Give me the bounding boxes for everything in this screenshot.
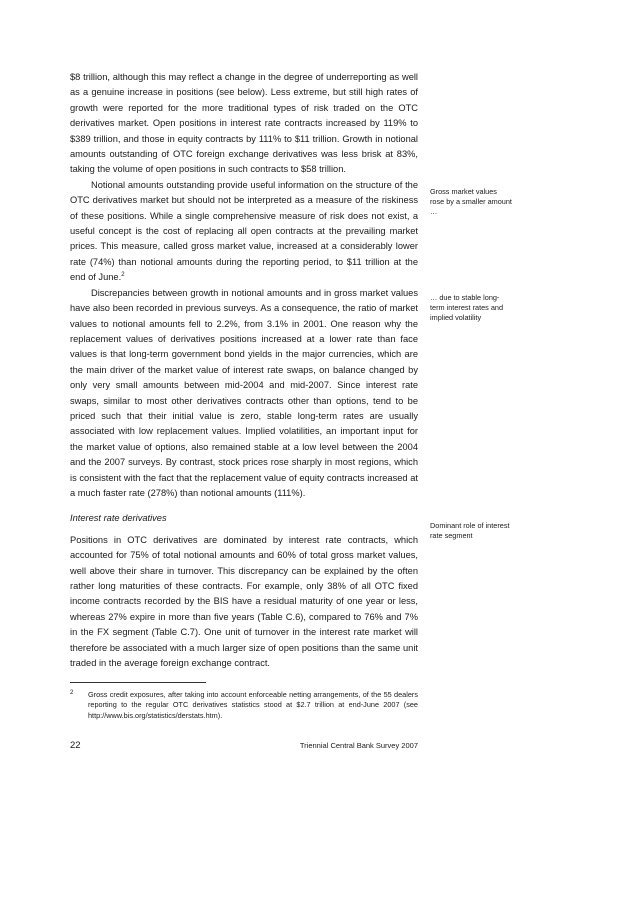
running-title: Triennial Central Bank Survey 2007 [299,741,418,750]
paragraph-2 [70,178,418,286]
section-heading: Interest rate derivatives [70,513,167,524]
paragraph-2-text: Notional amounts outstanding provide useful information on the structure of the OTC derivatives market but should not be interpreted as a measure of the riskiness of these positions. While a single comprehensive measure of risk does not exist, a useful concept is the cost of replacing all open contracts at the prevailing market prices. This measure, called gross market value, increased at a considerably lower rate (74%) than notional amounts during the reporting period, to $11 trillion at the end of June. [70,179,418,283]
paragraph-1: $8 trillion, although this may reflect a change in the degree of underreporting as well as a genuine increase in positions (see below). Less extreme, but still high rates of growth were reported for the more traditional types of risk traded on the OTC derivatives market. Open positions in interest rate contracts increased by 119% to $389 trillion, and those in equity contracts by 111% to $11 trillion. Growth in notional amounts outstanding of OTC foreign exchange derivatives was less brisk at 83%, taking the volume of open positions in such contracts to $58 trillion. [70,72,418,175]
page-number: 22 [70,740,81,751]
footnote-text: Gross credit exposures, after taking into account enforceable netting arrangements, of the 55 dealers reporting to the regular OTC derivatives statistics stood at $2.7 trillion at end-June 2007 (see http://www.bis.org/statistics/derstats.htm). [88,690,418,720]
margin-note-dominant-role: Dominant role of interest rate segment [430,521,510,540]
footnote [70,690,418,721]
footnote-separator [70,682,206,683]
main-text-column [70,70,418,671]
footnote-ref-2[interactable]: 2 [121,272,125,279]
margin-note-stable-rates: … due to stable long-term interest rates and implied volatility [430,293,504,322]
paragraph-3: Discrepancies between growth in notional amounts and in gross market values have also been recorded in previous surveys. As a consequence, the ratio of market values to notional amounts fell to 2.2%, from 3.1% in 2001. One reason why the replacement values of derivatives positions increased at a lower rate than face values is that long-term government bond yields in the major currencies, which are the main driver of the market value of interest rate swaps, on balance changed by only very small amounts between mid-2004 and mid-2007. Since interest rate swaps, similar to most other derivatives contracts other than options, tend to be priced such that their initial value is zero, stable long-term rates are usually associated with low replacement values. Implied volatilities, an important input for the market value of options, also remained stable at a low level between the 2004 and the 2007 surveys. By contrast, stock prices rose sharply in most regions, which is consistent with the fact that the replacement value of equity contracts increased at a much faster rate (278%) than notional amounts (111%). [70,287,418,498]
margin-note-gross-market-values: Gross market values rose by a smaller amount … [430,187,512,216]
footnote-number: 2 [70,690,74,696]
paragraph-4: Positions in OTC derivatives are dominated by interest rate contracts, which accounted for 75% of total notional amounts and 60% of total gross market values, well above their share in turnover. This discrepancy can be explained by the often rather long maturities of these contracts. For example, only 38% of all OTC fixed income contracts recorded by the BIS have a residual maturity of one year or less, whereas 27% expire in more than five years (Table C.6), compared to 76% and 7% in the FX segment (Table C.7). One unit of turnover in the interest rate market will therefore be associated with a much larger size of open positions than the same unit traded in the average foreign exchange contract. [70,534,418,669]
